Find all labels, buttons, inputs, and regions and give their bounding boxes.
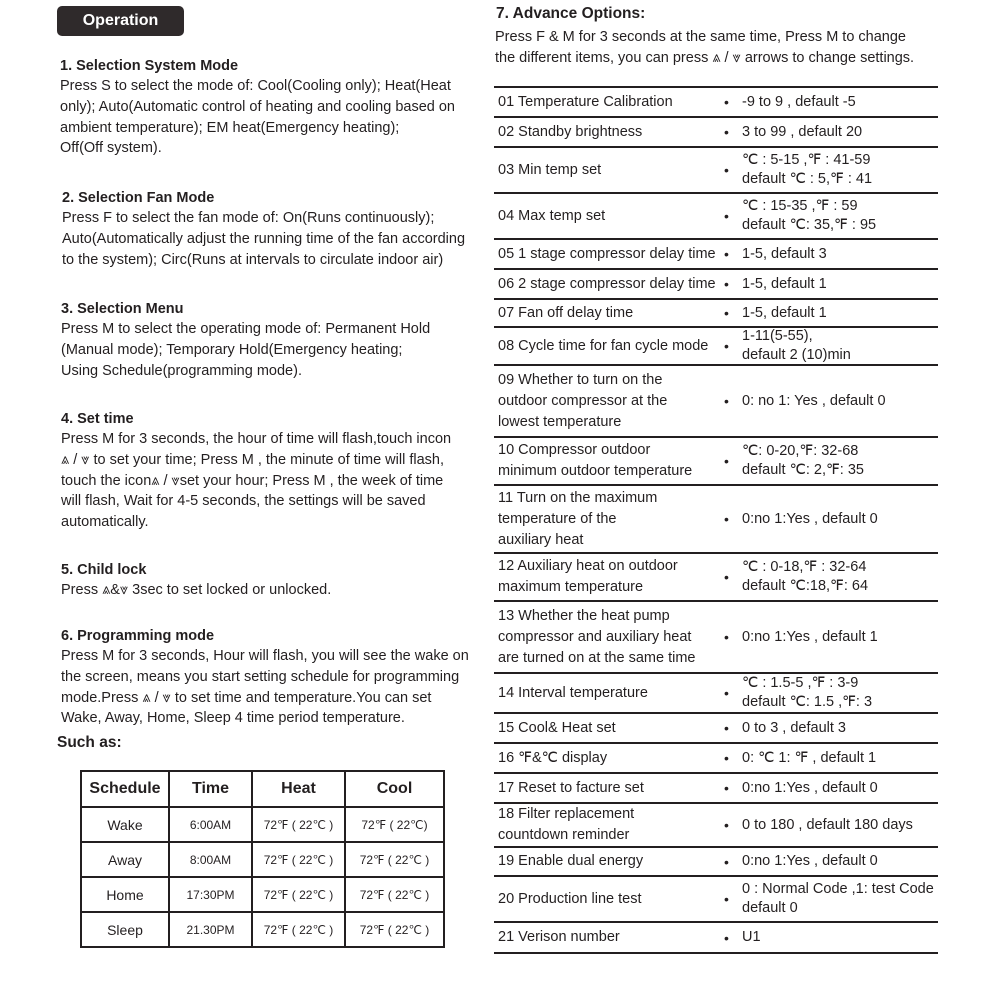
text-line: ⩓ / ⩔ to set your time; Press M , the minute of time will flash, [61,451,445,468]
operation-badge: Operation [57,6,184,36]
section-title: 5. Child lock [61,562,147,578]
option-value-text: 0: ℃ 1: ℉ , default 1 [742,749,877,766]
option-value [742,88,938,116]
bullet-icon: • [724,246,729,262]
option-name-text: 20 Production line test [498,890,642,907]
option-name [498,300,728,326]
option-row [494,118,938,148]
option-name-text: 08 Cycle time for fan cycle mode [498,337,709,354]
option-row [494,148,938,194]
option-name-text: 05 1 stage compressor delay time [498,245,716,262]
option-name [498,804,728,846]
table-cell: 72℉ ( 22℃) [345,807,444,842]
option-row [494,602,938,674]
section-body [61,319,491,381]
section-title: 1. Selection System Mode [60,58,239,74]
option-name-text: 04 Max temp set [498,207,606,224]
table-cell: Wake [81,807,169,842]
option-value [742,714,938,742]
option-value [742,674,938,712]
option-name [498,148,728,192]
text-line: Off(Off system). [60,140,162,157]
column-header: Heat [252,771,345,807]
option-value [742,554,938,600]
option-name-text: 09 Whether to turn on the outdoor compressor at the lowest temperature [498,371,668,430]
bullet-icon: • [724,162,729,178]
bullet-icon: • [724,511,729,527]
option-value [742,486,938,552]
text-line: Press S to select the mode of: Cool(Cooling only); Heat(Heat [60,78,451,94]
option-name [498,554,728,600]
section-fan-mode [62,190,492,270]
option-row [494,674,938,714]
option-name-text: 13 Whether the heat pump compressor and auxiliary heat are turned on at the same time [498,607,696,666]
option-value-text: -9 to 9 , default -5 [742,93,856,110]
bullet-icon: • [724,817,729,833]
bullet-icon: • [724,338,729,354]
column-header: Schedule [81,771,169,807]
option-name [498,744,728,772]
table-cell: Away [81,842,169,877]
column-header: Time [169,771,252,807]
option-value-text: U1 [742,929,761,945]
table-cell: 17:30PM [169,877,252,912]
bullet-icon: • [724,891,729,907]
option-value [742,148,938,192]
option-name [498,270,728,298]
option-value-text: 1-11(5-55), default 2 (10)min [742,328,851,363]
option-value [742,848,938,875]
text-line: mode.Press ⩓ / ⩔ to set time and temperature.You can set [61,689,432,706]
option-name-text: 16 ℉&℃ display [498,749,608,766]
text-line: the different items, you can press ⩓ / ⩔ arrows to change settings. [495,49,915,66]
option-value-text: 0 : Normal Code ,1: test Code default 0 [742,881,934,916]
option-value [742,270,938,298]
table-row [81,877,444,912]
option-row [494,240,938,270]
table-row [81,912,444,947]
text-line: automatically. [61,514,149,531]
section-set-time [61,411,491,533]
option-name-text: 03 Min temp set [498,161,602,178]
option-value [742,744,938,772]
table-cell: Home [81,877,169,912]
table-row [81,842,444,877]
option-row [494,804,938,848]
option-name [498,674,728,712]
option-row [494,194,938,240]
bullet-icon: • [724,853,729,870]
option-value [742,300,938,326]
text-line: Press M for 3 seconds, the hour of time will flash,touch incon [61,431,452,447]
text-line: only); Auto(Automatic control of heating and cooling based on [60,98,455,115]
option-value [742,804,938,846]
option-name-text: 18 Filter replacement countdown reminder [498,806,635,843]
section-body [61,580,491,601]
option-row [494,300,938,328]
option-name [498,118,728,146]
option-name-text: 15 Cool& Heat set [498,719,616,736]
table-header-row [81,771,444,807]
text-line: Auto(Automatically adjust the running time of the fan according [62,230,466,247]
text-line: (Manual mode); Temporary Hold(Emergency heating; [61,341,403,358]
option-row [494,774,938,804]
table-row [81,807,444,842]
bullet-icon: • [724,569,729,585]
option-row [494,366,938,438]
table-cell: 72℉ ( 22℃ ) [345,912,444,947]
option-value [742,240,938,268]
text-line: to the system); Circ(Runs at intervals to circulate indoor air) [62,251,444,268]
table-cell: 72℉ ( 22℃ ) [252,912,345,947]
option-value-text: 3 to 99 , default 20 [742,123,863,140]
table-cell: 8:00AM [169,842,252,877]
table-cell: 6:00AM [169,807,252,842]
text-line: Press F & M for 3 seconds at the same time, Press M to change [495,29,906,45]
option-value-text: ℃ : 1.5-5 ,℉ : 3-9 default ℃: 1.5 ,℉: 3 [742,675,873,710]
text-line: Press M for 3 seconds, Hour will flash, you will see the wake on [61,648,469,664]
option-row [494,877,938,923]
option-value-text: 0 to 180 , default 180 days [742,816,913,833]
option-name [498,194,728,238]
option-row [494,486,938,554]
section-menu [61,301,491,381]
text-line: touch the icon⩓ / ⩔set your hour; Press M , the week of time [61,472,444,489]
advance-options-title: 7. Advance Options: [496,5,646,22]
option-value [742,602,938,672]
option-row [494,438,938,486]
bullet-icon: • [724,685,729,701]
text-line: ambient temperature); EM heat(Emergency heating); [60,119,400,136]
schedule-table [80,770,445,948]
text-line: Press M to select the operating mode of: Permanent Hold [61,321,431,337]
text-line: Press F to select the fan mode of: On(Runs continuously); [62,210,435,226]
option-name-text: 10 Compressor outdoor minimum outdoor temperature [498,442,693,479]
section-body [60,76,490,159]
option-value [742,328,938,364]
option-value-text: 1-5, default 1 [742,304,827,321]
option-row [494,714,938,744]
option-value-text: 0:no 1:Yes , default 0 [742,510,878,527]
option-name [498,88,728,116]
option-value-text: ℃ : 5-15 ,℉ : 41-59 default ℃ : 5,℉ : 41 [742,152,873,187]
option-name [498,774,728,802]
section-body [61,646,491,729]
section-title: 3. Selection Menu [61,301,184,317]
option-value-text: 0:no 1:Yes , default 0 [742,779,878,796]
option-name [498,848,728,875]
option-row [494,270,938,300]
option-value [742,366,938,436]
option-row [494,744,938,774]
option-name [498,877,728,921]
section-system-mode [60,58,490,159]
option-row [494,328,938,366]
option-name-text: 21 Verison number [498,929,620,945]
option-name-text: 02 Standby brightness [498,123,643,140]
option-name [498,366,728,436]
section-title: 2. Selection Fan Mode [62,190,215,206]
section-child-lock [61,562,491,601]
option-name-text: 07 Fan off delay time [498,304,634,321]
option-value [742,438,938,484]
section-body [62,208,492,270]
option-row [494,923,938,954]
option-value [742,774,938,802]
option-value [742,877,938,921]
bullet-icon: • [724,393,729,409]
text-line: Wake, Away, Home, Sleep 4 time period temperature. [61,710,405,727]
option-name [498,438,728,484]
option-value-text: 0:no 1:Yes , default 0 [742,853,878,869]
section-title: 4. Set time [61,411,134,427]
table-cell: 72℉ ( 22℃ ) [345,842,444,877]
option-name-text: 11 Turn on the maximum temperature of the auxiliary heat [498,489,658,548]
bullet-icon: • [724,276,729,292]
option-name [498,714,728,742]
advance-options-table [494,86,938,954]
option-name [498,240,728,268]
advance-options-intro [495,27,955,69]
text-line: Press ⩓&⩔ 3sec to set locked or unlocked. [61,582,332,598]
option-value-text: 0: no 1: Yes , default 0 [742,392,886,409]
bullet-icon: • [724,929,729,946]
option-value-text: 1-5, default 1 [742,275,827,292]
section-programming-mode [61,628,491,729]
bullet-icon: • [724,94,729,110]
option-value-text: 0:no 1:Yes , default 1 [742,628,878,645]
text-line: Using Schedule(programming mode). [61,362,302,379]
option-name-text: 01 Temperature Calibration [498,93,673,110]
option-value-text: 0 to 3 , default 3 [742,719,846,736]
option-value-text: ℃ : 0-18,℉ : 32-64 default ℃:18,℉: 64 [742,559,869,594]
option-name [498,923,728,952]
text-line: will flash, Wait for 4-5 seconds, the settings will be saved [61,493,426,510]
bullet-icon: • [724,720,729,736]
bullet-icon: • [724,750,729,766]
option-value-text: 1-5, default 3 [742,245,827,262]
table-cell: 72℉ ( 22℃ ) [252,877,345,912]
option-name-text: 14 Interval temperature [498,684,648,701]
bullet-icon: • [724,629,729,645]
table-cell: 72℉ ( 22℃ ) [252,842,345,877]
option-name [498,602,728,672]
option-row [494,88,938,118]
option-value [742,923,938,952]
option-value [742,118,938,146]
option-name-text: 17 Reset to facture set [498,779,644,796]
section-title: 6. Programming mode [61,628,215,644]
option-name [498,486,728,552]
bullet-icon: • [724,208,729,224]
option-value-text: ℃ : 15-35 ,℉ : 59 default ℃: 35,℉ : 95 [742,198,877,233]
option-name-text: 19 Enable dual energy [498,853,644,869]
such-as-label: Such as: [57,734,122,751]
text-line: the screen, means you start setting schedule for programming [61,668,460,685]
option-value-text: ℃: 0-20,℉: 32-68 default ℃: 2,℉: 35 [742,443,864,478]
table-cell: 72℉ ( 22℃ ) [345,877,444,912]
bullet-icon: • [724,780,729,796]
section-body [61,429,491,533]
option-name-text: 06 2 stage compressor delay time [498,275,716,292]
bullet-icon: • [724,453,729,469]
option-row [494,848,938,877]
bullet-icon: • [724,124,729,140]
column-header: Cool [345,771,444,807]
option-value [742,194,938,238]
table-cell: 21.30PM [169,912,252,947]
option-row [494,554,938,602]
table-cell: 72℉ ( 22℃ ) [252,807,345,842]
option-name-text: 12 Auxiliary heat on outdoor maximum temperature [498,558,678,595]
table-cell: Sleep [81,912,169,947]
option-name [498,328,728,364]
bullet-icon: • [724,305,729,321]
